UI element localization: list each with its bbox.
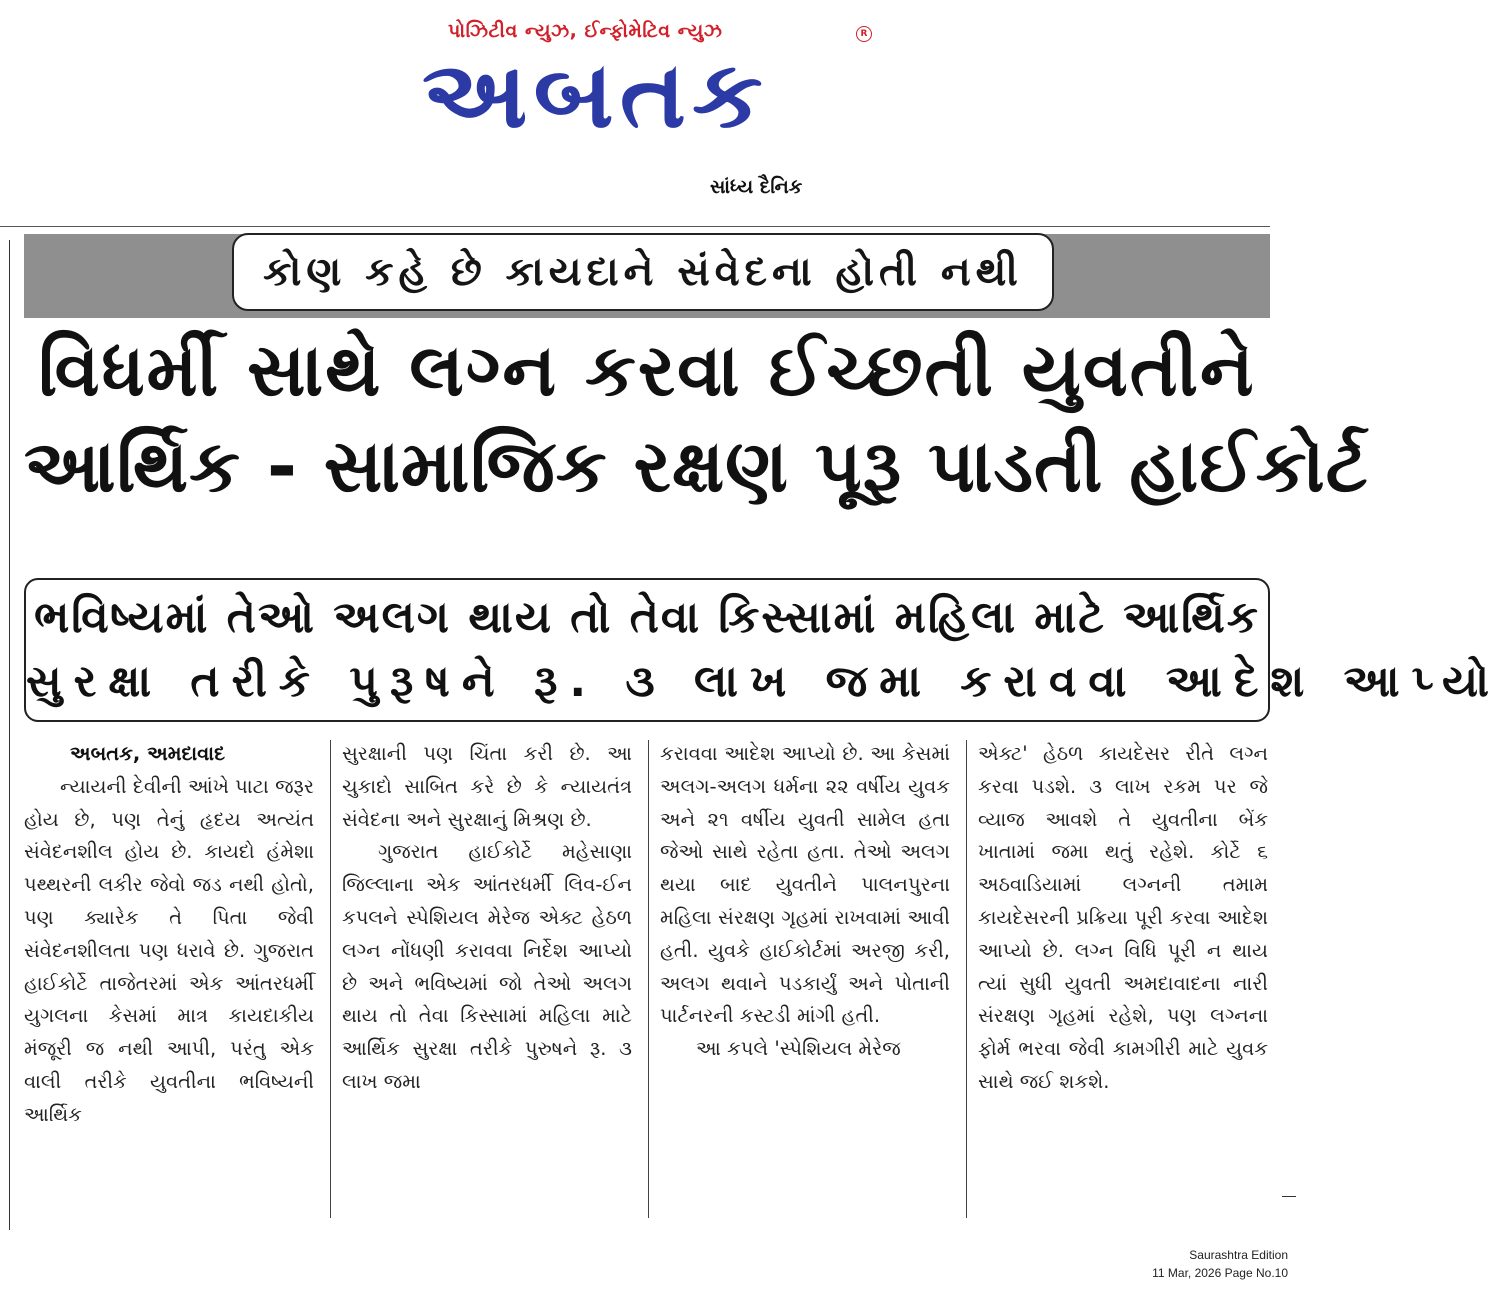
date-page-label: 11 Mar, 2026 Page No.10 bbox=[1152, 1266, 1288, 1280]
left-margin-rule bbox=[9, 240, 10, 1230]
article-body bbox=[24, 738, 1278, 1226]
newspaper-logo: અબતક bbox=[422, 40, 769, 149]
column-divider bbox=[648, 740, 649, 1218]
right-margin-tick bbox=[1282, 1196, 1296, 1197]
column-1 bbox=[24, 738, 314, 1226]
headline-line-2: આર્થિક - સામાજિક રક્ષણ પૂરૂ પાડતી હાઈકોર્ટ bbox=[24, 424, 1369, 508]
page-footer bbox=[1152, 1246, 1288, 1282]
article-deck bbox=[24, 578, 1501, 722]
masthead-subtitle: સાંધ્ય દૈનિક bbox=[710, 176, 803, 198]
paragraph: એક્ટ' હેઠળ કાયદેસર રીતે લગ્ન કરવા પડશે. ૩ લાખ રકમ પર જે વ્યાજ આવશે તે યુવતીના બેંક ખાતામાં જમા થતું રહેશે. કોર્ટે ૬ અઠવાડિયામાં લગ્નની તમામ કાયદેસરની પ્રક્રિયા પૂરી કરવા આદેશ આપ્યો છે. લગ્ન વિધિ પૂરી ન થાય ત્યાં સુધી યુવતી અમદાવાદના નારી સંરક્ષણ ગૃહમાં રહેશે, પણ લગ્નના ફોર્મ ભરવા જેવી કામગીરી માટે યુવક સાથે જઈ શકશે. bbox=[978, 742, 1268, 1093]
paragraph: કરાવવા આદેશ આપ્યો છે. આ કેસમાં અલગ-અલગ ધર્મના ૨૨ વર્ષીય યુવક અને ૨૧ વર્ષીય યુવતી સામેલ હતા જેઓ સાથે રહેતા હતા. તેઓ અલગ થયા બાદ યુવતીને પાલનપુરના મહિલા સંરક્ષણ ગૃહમાં રાખવામાં આવી હતી. યુવકે હાઈકોર્ટમાં અરજી કરી, અલગ થવાને પડકાર્યું અને પોતાની પાર્ટનરની કસ્ટડી માંગી હતી. bbox=[660, 742, 950, 1028]
paragraph: આ કપલે 'સ્પેશિયલ મેરેજ bbox=[696, 1037, 901, 1061]
column-3 bbox=[660, 738, 950, 1226]
article-headline bbox=[24, 322, 1369, 514]
edition-label: Saurashtra Edition bbox=[1189, 1248, 1288, 1262]
column-2 bbox=[342, 738, 632, 1226]
column-4 bbox=[978, 738, 1268, 1226]
registered-mark-icon: R bbox=[856, 26, 872, 42]
headline-line-1: વિધર્મી સાથે લગ્ન કરવા ઈચ્છતી યુવતીને bbox=[38, 328, 1256, 412]
paragraph: ન્યાયની દેવીની આંખે પાટા જરૂર હોય છે, પણ તેનું હૃદય અત્યંત સંવેદનશીલ હોય છે. કાયદો હંમેશા પથ્થરની લકીર જેવો જડ નથી હોતો, પણ ક્યારેક તે પિતા જેવી સંવેદનશીલતા પણ ધરાવે છે. ગુજરાત હાઈકોર્ટે તાજેતરમાં એક આંતરધર્મી યુગલના કેસમાં માત્ર કાયદાકીય મંજૂરી જ નથી આપી, પરંતુ એક વાલી તરીકે યુવતીના ભવિષ્યની આર્થિક bbox=[24, 774, 314, 1126]
masthead-tagline: પોઝિટીવ ન્યુઝ, ઈન્ફોમેટિવ ન્યુઝ bbox=[448, 20, 723, 42]
masthead-divider bbox=[0, 226, 1270, 227]
column-divider bbox=[966, 740, 967, 1218]
paragraph: સુરક્ષાની પણ ચિંતા કરી છે. આ ચુકાદો સાબિત કરે છે કે ન્યાયતંત્ર સંવેદના અને સુરક્ષાનું મિશ્રણ છે. bbox=[342, 742, 632, 831]
dateline: અબતક, અમદાવાદ bbox=[70, 742, 225, 765]
deck-line-1: ભવિષ્યમાં તેઓ અલગ થાય તો તેવા કિસ્સામાં મહિલા માટે આર્થિક bbox=[34, 592, 1260, 643]
masthead bbox=[0, 0, 1296, 228]
paragraph: ગુજરાત હાઈકોર્ટે મહેસાણા જિલ્લાના એક આંતરધર્મી લિવ-ઈન કપલને સ્પેશિયલ મેરેજ એક્ટ હેઠળ લગ્ન નોંધણી કરાવવા નિર્દેશ આપ્યો છે અને ભવિષ્યમાં જો તેઓ અલગ થાય તો તેવા કિસ્સામાં મહિલા માટે આર્થિક સુરક્ષા તરીકે પુરુષને રૂ. ૩ લાખ જમા bbox=[342, 840, 632, 1093]
deck-line-2: સુરક્ષા તરીકે પુરૂષને રૂ. ૩ લાખ જમા કરાવવા આદેશ આપ્યો bbox=[26, 656, 1501, 707]
article-kicker: કોણ કહે છે કાયદાને સંવેદના હોતી નથી bbox=[232, 233, 1054, 311]
column-divider bbox=[330, 740, 331, 1218]
